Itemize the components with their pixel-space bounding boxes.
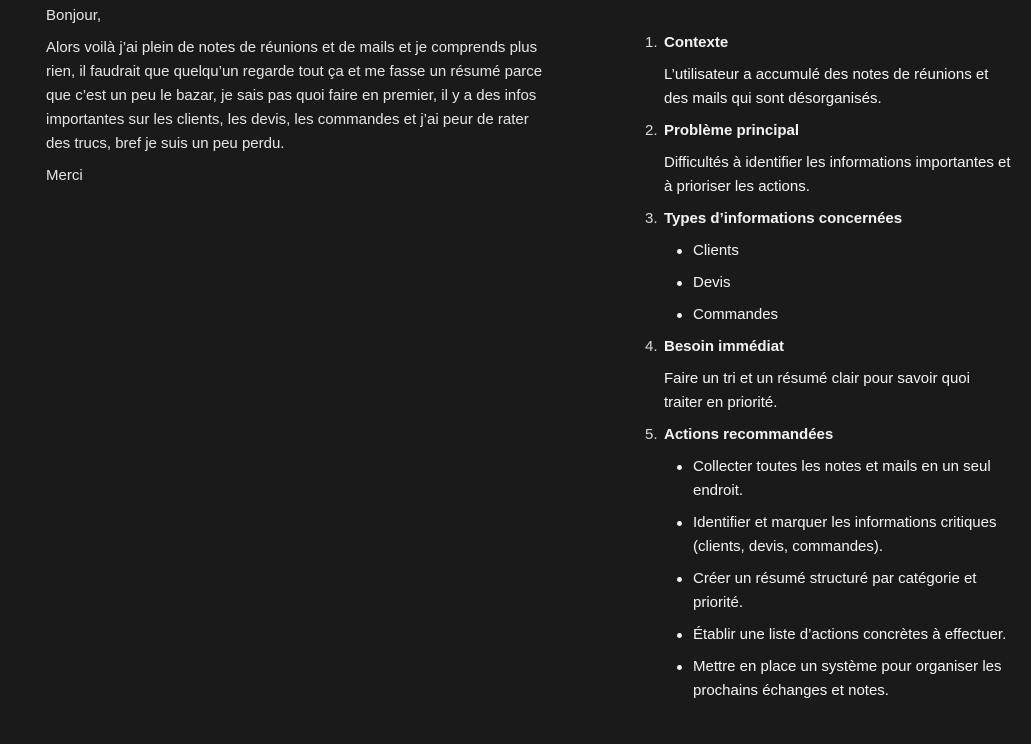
- list-item-head: [645, 423, 1011, 447]
- bullet-text: Établir une liste d’actions concrètes à effectuer.: [693, 626, 1007, 643]
- bullet-dot-icon: [677, 249, 682, 254]
- bullet-text: Devis: [693, 274, 731, 291]
- closing-text: Merci: [46, 167, 83, 184]
- item-title: Contexte: [664, 34, 729, 51]
- bullet-item: [664, 567, 1011, 615]
- bullet-text: Clients: [693, 242, 739, 259]
- list-item: [645, 335, 1011, 415]
- greeting-text: Bonjour,: [46, 7, 102, 24]
- bullet-item: [664, 623, 1011, 647]
- list-item: [645, 119, 1011, 199]
- item-number: 2.: [645, 122, 658, 139]
- item-number: 5.: [645, 426, 658, 443]
- bullet-item: [664, 239, 1011, 263]
- bullet-text: Mettre en place un système pour organiser les prochains échanges et notes.: [693, 658, 1002, 699]
- bullet-list: [664, 455, 1011, 703]
- bullet-dot-icon: [677, 665, 682, 670]
- bullet-list: [664, 239, 1011, 327]
- item-description: Difficultés à identifier les informations importantes et à prioriser les actions.: [664, 154, 1011, 195]
- bullet-item: [664, 511, 1011, 559]
- item-title: Besoin immédiat: [664, 338, 785, 355]
- item-number: 4.: [645, 338, 658, 355]
- list-item-head: [645, 207, 1011, 231]
- item-title: Actions recommandées: [664, 426, 834, 443]
- message-panel: [46, 4, 546, 188]
- bullet-dot-icon: [677, 313, 682, 318]
- bullet-dot-icon: [677, 633, 682, 638]
- bullet-dot-icon: [677, 577, 682, 582]
- bullet-dot-icon: [677, 465, 682, 470]
- bullet-item: [664, 271, 1011, 295]
- summary-panel: [645, 31, 1011, 711]
- bullet-item: [664, 655, 1011, 703]
- item-title: Types d’informations concernées: [664, 210, 903, 227]
- list-item: [645, 207, 1011, 327]
- bullet-text: Collecter toutes les notes et mails en un seul endroit.: [693, 458, 991, 499]
- item-number: 1.: [645, 34, 658, 51]
- bullet-text: Créer un résumé structuré par catégorie et priorité.: [693, 570, 977, 611]
- list-item: [645, 31, 1011, 111]
- bullet-dot-icon: [677, 521, 682, 526]
- item-description: L’utilisateur a accumulé des notes de réunions et des mails qui sont désorganisés.: [664, 66, 989, 107]
- bullet-text: Commandes: [693, 306, 779, 323]
- summary-list: [645, 31, 1011, 703]
- bullet-item: [664, 455, 1011, 503]
- bullet-dot-icon: [677, 281, 682, 286]
- item-title: Problème principal: [664, 122, 800, 139]
- bullet-text: Identifier et marquer les informations critiques (clients, devis, commandes).: [693, 514, 997, 555]
- bullet-item: [664, 303, 1011, 327]
- list-item: [645, 423, 1011, 703]
- list-item-head: [645, 119, 1011, 143]
- item-description: Faire un tri et un résumé clair pour savoir quoi traiter en priorité.: [664, 370, 970, 411]
- list-item-head: [645, 335, 1011, 359]
- list-item-head: [645, 31, 1011, 55]
- item-number: 3.: [645, 210, 658, 227]
- message-body-text: Alors voilà j’ai plein de notes de réunions et de mails et je comprends plus rien, il faudrait que quelqu’un regarde tout ça et me fasse un résumé parce que c’est un peu le bazar, je sais pas quoi faire en premier, il y a des infos importantes sur les clients, les devis, les commandes et j’ai peur de rater des trucs, bref je suis un peu perdu.: [46, 39, 543, 152]
